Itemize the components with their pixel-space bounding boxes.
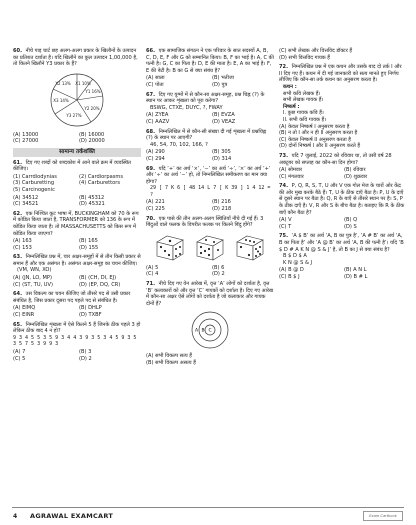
- option-b[interactable]: (B) न तो I और न ही II अनुसरण करता है: [279, 130, 358, 137]
- dice-2: [193, 232, 227, 262]
- conclusion-line: II. सभी कवि गायक हैं।: [283, 116, 327, 123]
- option-a[interactable]: (A) B @ D: [279, 267, 304, 274]
- pie-label-x3: X3 14%: [53, 97, 69, 103]
- option-c[interactable]: (C) B $ J: [279, 274, 300, 280]
- option-b[interactable]: (B) 45312: [79, 194, 105, 201]
- option-a[interactable]: (A) सभी विकल्प सत्य हैं: [146, 353, 193, 360]
- question-text: ‘A $ B’ का अर्थ ‘A, B का पुत्र है’, ‘A # B’ का अर्थ ‘A, B का पिता है’ और ‘A @ B’ का अर्थ ‘A, B की पत्नी है’। यदि ‘B $ D # A K N @ S & J’ है, तो B का J से क्या संबंध है?: [279, 233, 404, 253]
- question-text: एक सामाजिक संगठन ने एक परिवार के सात सदस्यों A, B, C, D, E, F और G को सम्मानित किया। B, F का भाई है। A, C की पत्नी है। G, C का पिता है। D, E की माता है। E, A का भाई है। F, E की बेटी है। B का G से क्या संबंध है?: [146, 48, 274, 74]
- question-text: दिए गए शब्दों को शब्दकोश में आने वाले क्रम में व्यवस्थित कीजिए।: [13, 159, 131, 173]
- option-c[interactable]: (C) 4: [146, 271, 159, 278]
- dice-1: [153, 232, 187, 262]
- question-text: यदि 7 जुलाई, 2022 को रविवार था, तो उसी वर्ष 28 अक्टूबर को सप्ताह का कौन-सा दिन होगा?: [279, 152, 392, 166]
- question-subtext: 29 [ 7 K 6 ] 48 14 L 7 [ K 39 ] 1 4 12 = ?: [150, 185, 271, 198]
- question-62: [13, 211, 141, 252]
- option-b[interactable]: (B) 165: [79, 238, 98, 245]
- column-2: [146, 48, 274, 370]
- options: [13, 238, 141, 251]
- option-d[interactable]: (D) सभी वित्तविद गायक हैं: [279, 54, 331, 61]
- question-number: 69.: [146, 165, 156, 172]
- option-c[interactable]: (C) 5: [13, 355, 26, 362]
- option-b[interactable]: (B) 305: [212, 149, 231, 156]
- question-text: निम्नलिखित प्रश्न में, चार अक्षर-समूहों में से तीन किसी प्रकार से समान हैं और एक असंगत है। असंगत अक्षर-समूह का चयन कीजिए।: [13, 254, 141, 267]
- option-d[interactable]: (D) दोनों निष्कर्ष I और II अनुसरण करते हैं: [279, 143, 361, 150]
- option-b[interactable]: (B) 216: [212, 199, 231, 206]
- venn-label-b: B: [201, 328, 205, 334]
- option-d[interactable]: (D) 218: [212, 206, 232, 213]
- question-66: [146, 48, 274, 89]
- option-b[interactable]: (B) 3: [79, 349, 92, 355]
- conclusion-label: निष्कर्ष :: [283, 103, 300, 110]
- question-74: [279, 183, 405, 230]
- option-a[interactable]: (A) 5: [146, 264, 159, 271]
- question-number: 67.: [146, 91, 156, 98]
- option-c[interactable]: (C) मंगलवार: [279, 173, 304, 180]
- question-text: निम्नलिखित शृंखला में ऐसे कितने 5 हैं जिनके ठीक पहले 3 हो लेकिन ठीक बाद 4 न हो?: [13, 321, 141, 335]
- conclusion-line: I. कुछ गायक कवि हैं।: [283, 110, 324, 117]
- question-number: 71.: [146, 281, 156, 288]
- options: [13, 305, 141, 318]
- number-series: 9 3 4 5 5 3 5 9 3 4 4 3 9 3 5 3 4 5 9 3 5 3 5 7 5 3 9 9 3: [13, 334, 137, 348]
- question-text: नीचे पाइ चार्ट छह अलग-अलग प्रकार के खिलौनों के उत्पादन का प्रतिशत दर्शाता है। यदि खिलौने का कुल उत्पादन 1,00,000 है, तो कितने खिलौने Y3 प्रकार के हैं?: [13, 48, 138, 68]
- footer-divider: [12, 507, 404, 508]
- option-c[interactable]: (C) पोता: [146, 81, 164, 88]
- column-1: [13, 48, 141, 365]
- word-2: (2) Cardiorpasms: [79, 173, 124, 180]
- option-a[interactable]: (A) EIMQ: [13, 305, 36, 312]
- option-a[interactable]: (A) 290: [146, 149, 165, 156]
- options: [279, 217, 405, 230]
- option-a[interactable]: (A) ZYEA: [146, 112, 169, 119]
- option-d[interactable]: (D) (EP, DQ, CR): [79, 281, 121, 288]
- options: [146, 112, 274, 125]
- pie-label-x2: X2 13%: [55, 80, 71, 86]
- question-number: 62.: [13, 210, 23, 217]
- question-number: 61.: [13, 159, 23, 166]
- pie-label-x1: X1 10%: [75, 80, 91, 86]
- pie-svg: [47, 70, 107, 130]
- question-65: [13, 322, 141, 363]
- dice-3: [233, 232, 267, 262]
- page-footer: [0, 503, 416, 525]
- page-number: 4: [13, 513, 18, 520]
- option-c[interactable]: (C) 294: [146, 155, 165, 162]
- options: [13, 275, 141, 288]
- option-b[interactable]: (B) A N L: [344, 267, 367, 274]
- question-subtext: BSWG, CTXE, DUYC, ?, FWAY: [150, 104, 223, 111]
- venn-diagram: [146, 310, 274, 350]
- option-c[interactable]: (C) (ST, TU, UV): [13, 281, 53, 288]
- question-75: [279, 233, 405, 280]
- option-d[interactable]: (D) 155: [79, 244, 99, 251]
- options: [279, 167, 405, 180]
- venn-label-c: C: [208, 328, 212, 334]
- venn-label-a: A: [195, 328, 199, 334]
- question-number: 66.: [146, 48, 156, 54]
- option-a[interactable]: (A) 34512: [13, 194, 39, 201]
- option-a[interactable]: (A) 13000: [13, 131, 39, 138]
- question-number: 72.: [279, 64, 289, 71]
- option-c[interactable]: (C) T: [279, 223, 292, 230]
- question-70: [146, 216, 274, 278]
- question-subtext: B $ D $ A K N @ S & J: [283, 253, 313, 266]
- options: [13, 132, 141, 145]
- pie-label-y2: Y2 20%: [84, 105, 100, 111]
- option-b[interactable]: (B) 16000: [79, 131, 105, 138]
- question-number: 60.: [13, 48, 23, 54]
- option-c[interactable]: (C) EINR: [13, 312, 35, 319]
- question-number: 64.: [13, 291, 23, 298]
- question-69: [146, 166, 274, 213]
- options: [13, 349, 141, 362]
- option-c[interactable]: (C) 34521: [13, 201, 39, 208]
- question-text: P, Q, R, S, T, U और V एक गोल मेज के चारों ओर केंद्र की ओर मुख करके बैठे हैं। T, U के ठीक दाएँ बैठा है। P, U के दाएँ से दूसरे स्थान पर बैठा है। Q, R के बाएँ से तीसरे स्थान पर है। S, P के ठीक दाएँ है। V, R और S के बीच बैठा है। बताइए कि R के ठीक बाएँ कौन बैठा है?: [279, 183, 405, 216]
- question-number: 75.: [279, 233, 289, 240]
- word-5: (5) Carcinogenic: [13, 186, 55, 193]
- pie-chart: [13, 70, 141, 130]
- question-number: 63.: [13, 254, 23, 261]
- pie-label-y3: Y3 27%: [66, 112, 82, 118]
- option-d[interactable]: (D) TXBF: [79, 312, 102, 319]
- question-text: एक पासे की तीन अलग-अलग स्थितियाँ नीचे दी गई हैं। 3 बिंदुओं वाले फलक के विपरीत फलक पर कितने बिंदु होंगे?: [146, 215, 264, 229]
- option-c[interactable]: (C) केवल निष्कर्ष II अनुसरण करता है: [279, 136, 351, 143]
- question-number: 70.: [146, 215, 156, 222]
- statement-label: कथन :: [283, 83, 297, 90]
- question-72: [279, 64, 405, 150]
- word-4: (4) Carburettors: [79, 180, 121, 187]
- brand-name: AGRAWAL EXAMCART: [30, 512, 114, 520]
- venn-svg: [180, 310, 240, 350]
- option-a[interactable]: (A) V: [279, 217, 292, 224]
- question-number: 74.: [279, 183, 289, 190]
- options: [146, 149, 274, 162]
- question-text: उस विकल्प का चयन कीजिए जो तीसरे पद से उसी प्रकार संबंधित है, जिस प्रकार दूसरा पद पहले पद से संबंधित है।: [13, 291, 131, 304]
- options: [146, 75, 274, 88]
- option-b[interactable]: (B) (CH, DI, EJ): [79, 275, 117, 282]
- option-b[interactable]: (B) Q: [344, 217, 358, 224]
- option-b[interactable]: (B) भतीजा: [212, 75, 234, 82]
- option-d[interactable]: (D) S: [344, 223, 357, 230]
- options: [279, 267, 405, 280]
- option-d[interactable]: (D) 314: [212, 155, 232, 162]
- option-c[interactable]: (C) AAZV: [146, 118, 170, 125]
- question-71: [146, 281, 274, 367]
- question-text: निम्नलिखित प्रश्न में एक कथन और उसके बाद दो तर्क I और II दिए गए हैं। कथन में दी गई जानकारी को सत्य मानते हुए निर्णय लीजिए कि कौन-सा तर्क कथन का अनुसरण करता है।: [279, 64, 402, 84]
- option-b[interactable]: (B) DHLP: [79, 305, 102, 312]
- option-d[interactable]: (D) VEAZ: [212, 118, 236, 125]
- option-d[interactable]: (D) 20000: [79, 138, 105, 145]
- question-subtext: 46, 54, 70, 102, 166, ?: [150, 141, 208, 148]
- question-67: [146, 92, 274, 126]
- options: [13, 195, 141, 208]
- word-3: (3) Carburetting: [13, 180, 55, 187]
- question-text: दिए गए युग्मों में से कौन-सा अक्षर-समूह, प्रश्न चिह्न (?) के स्थान पर आकर शृंखला को पूरा करेगा?: [146, 91, 265, 105]
- question-text: यदि ‘+’ का अर्थ ‘×’, ‘−’ का अर्थ ‘÷’, ‘×’ का अर्थ ‘+’ और ‘÷’ का अर्थ ‘−’ हो, तो निम्नलिखित समीकरण का मान क्या होगा?: [146, 165, 271, 185]
- option-a[interactable]: (A) 7: [13, 349, 26, 355]
- option-c[interactable]: (C) 225: [146, 206, 165, 213]
- option-a[interactable]: (A) साला: [146, 75, 165, 82]
- pie-label-y1: Y1 16%: [85, 88, 101, 94]
- option-c[interactable]: (C) सभी लेखक और वित्तविद डॉक्टर हैं: [279, 48, 353, 54]
- options: [146, 265, 274, 278]
- option-b[interactable]: (B) 6: [212, 264, 225, 271]
- option-a[interactable]: (A) 221: [146, 199, 165, 206]
- question-68: [146, 129, 274, 163]
- brand-logo: Exam Cartbook: [363, 511, 403, 521]
- question-63: [13, 254, 141, 288]
- question-subtext: (VM, WN, XO): [17, 267, 52, 274]
- option-a[interactable]: (A) सोमवार: [279, 167, 303, 174]
- options: [146, 199, 274, 212]
- option-d[interactable]: (D) शुक्रवार: [344, 173, 368, 180]
- question-text: निम्नलिखित में से कौन-सी संख्या दी गई शृंखला में प्रश्नचिह्न (?) के स्थान पर आएगी?: [146, 128, 267, 142]
- word-list: [13, 174, 141, 194]
- option-b[interactable]: (B) रविवार: [344, 167, 366, 174]
- question-number: 73.: [279, 152, 289, 159]
- word-1: (1) Carrdiodynias: [13, 173, 57, 180]
- question-73: [279, 153, 405, 180]
- question-60: [13, 48, 141, 145]
- option-c[interactable]: (C) 153: [13, 244, 32, 251]
- option-d[interactable]: (D) 2: [212, 271, 225, 278]
- option-d[interactable]: (D) पुत्र: [212, 81, 228, 88]
- question-text: नीचे दिए गए वेन आरेख में, वृत्त ‘A’ लोगों को दर्शाता है, वृत्त ‘B’ कलाकारों को और वृत्त ‘C’ गायकों को दर्शाता है। दिए गए आरेख में कौन-सा अक्षर ऐसे लोगों को दर्शाता है जो कलाकार और गायक दोनों हैं?: [146, 281, 274, 307]
- question-71-continued: [279, 48, 405, 61]
- option-a[interactable]: (A) (JN, LO, MP): [13, 275, 52, 282]
- question-64: [13, 291, 141, 318]
- option-c[interactable]: (C) 27000: [13, 138, 39, 145]
- option-d[interactable]: (D) B # L: [344, 274, 368, 280]
- section-heading: सामान्य तर्कशक्ति: [13, 148, 141, 157]
- column-3: [279, 48, 405, 284]
- option-d[interactable]: (D) 2: [79, 355, 92, 362]
- question-text: एक निश्चित कूट भाषा में, BUCKINGHAM को 70 के रूप में कोडित किया जाता है, TRANSFORMER को 136 के रूप में कोडित किया जाता है। तो MASSACHUSETTS को किस रूप में कोडित किया जाएगा?: [13, 210, 139, 237]
- option-b[interactable]: (B) सभी विकल्प असत्य हैं: [146, 360, 196, 366]
- option-a[interactable]: (A) 163: [13, 238, 32, 245]
- dice-figures: [146, 232, 274, 262]
- option-b[interactable]: (B) EVZA: [212, 112, 235, 119]
- option-a[interactable]: (A) केवल निष्कर्ष I अनुसरण करता है: [279, 123, 350, 130]
- question-number: 68.: [146, 128, 156, 135]
- question-61: [13, 160, 141, 208]
- statement-line: सभी लेखक गायक हैं।: [283, 97, 324, 104]
- question-number: 65.: [13, 321, 23, 328]
- statement-line: सभी कवि लेखक हैं।: [283, 90, 321, 97]
- option-d[interactable]: (D) 45321: [79, 201, 105, 208]
